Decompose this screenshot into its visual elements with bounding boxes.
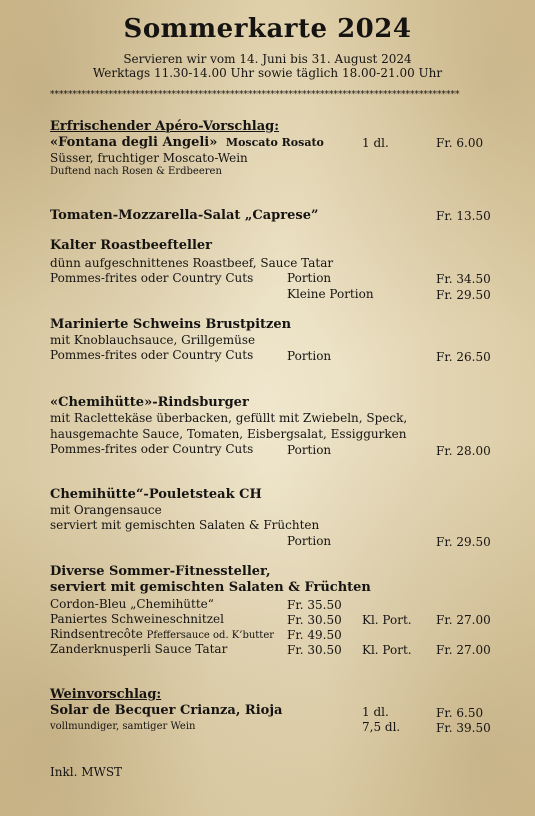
roastbeef-small-portion: Kleine Portion [287, 287, 374, 301]
apero-name [50, 135, 324, 150]
apero-price: Fr. 6.00 [436, 136, 484, 150]
poulet-desc-1: mit Orangensauce [50, 503, 162, 517]
apero-desc-1: Süsser, fruchtiger Moscato-Wein [50, 151, 248, 165]
menu-period: Servieren wir vom 14. Juni bis 31. August 2024 [123, 52, 412, 66]
fitness-item-price: Fr. 30.50 [287, 643, 342, 657]
fitness-item-small-price: Fr. 27.00 [436, 643, 491, 657]
fitness-item-name: Cordon-Bleu „Chemihütte“ [50, 597, 214, 611]
wine-name: Solar de Becquer Crianza, Rioja [50, 703, 283, 718]
fitness-item-name [50, 627, 274, 641]
star-divider: ******************************************************************************************* [50, 90, 460, 100]
wine-desc: vollmundiger, samtiger Wein [50, 721, 196, 732]
fitness-item-note: Pfeffersauce od. K’butter [146, 630, 275, 641]
burger-desc-1: mit Raclettekäse überbacken, gefüllt mit Zwiebeln, Speck, [50, 411, 408, 425]
apero-wine-detail: Moscato Rosato [225, 136, 324, 149]
wine-qty-1: 1 dl. [362, 705, 389, 719]
apero-heading: Erfrischender Apéro-Vorschlag: [50, 119, 280, 134]
fitness-item-name: Zanderknusperli Sauce Tatar [50, 642, 228, 656]
caprese-price: Fr. 13.50 [436, 209, 491, 223]
fitness-item-small-price: Fr. 27.00 [436, 613, 491, 627]
wine-price-1: Fr. 6.50 [436, 706, 484, 720]
burger-price: Fr. 28.00 [436, 444, 491, 458]
fitness-item-price: Fr. 35.50 [287, 598, 342, 612]
schwein-side: Pommes-frites oder Country Cuts [50, 348, 254, 362]
burger-name: «Chemihütte»-Rindsburger [50, 395, 249, 410]
poulet-name: Chemihütte“-Pouletsteak CH [50, 487, 262, 502]
roastbeef-desc: dünn aufgeschnittenes Roastbeef, Sauce Tatar [50, 256, 334, 270]
poulet-desc-2: serviert mit gemischten Salaten & Früchten [50, 518, 320, 532]
schwein-name: Marinierte Schweins Brustpitzen [50, 317, 292, 332]
wine-price-2: Fr. 39.50 [436, 721, 491, 735]
fitness-heading-1: Diverse Sommer-Fitnessteller, [50, 564, 271, 579]
menu-hours: Werktags 11.30-14.00 Uhr sowie täglich 18.00-21.00 Uhr [92, 66, 443, 80]
fitness-item-price: Fr. 30.50 [287, 613, 342, 627]
roastbeef-small-price: Fr. 29.50 [436, 288, 491, 302]
roastbeef-price: Fr. 34.50 [436, 272, 491, 286]
apero-desc-2: Duftend nach Rosen & Erdbeeren [50, 166, 222, 177]
poulet-price: Fr. 29.50 [436, 535, 491, 549]
fitness-heading-2: serviert mit gemischten Salaten & Früchten [50, 580, 371, 595]
apero-qty: 1 dl. [362, 136, 389, 150]
fitness-item-name: Paniertes Schweineschnitzel [50, 612, 224, 626]
fitness-item-title: Rindsentrecôte [50, 627, 143, 641]
fitness-item-small-label: Kl. Port. [362, 643, 412, 657]
schwein-desc: mit Knoblauchsauce, Grillgemüse [50, 333, 256, 347]
schwein-price: Fr. 26.50 [436, 350, 491, 364]
wine-heading: Weinvorschlag: [50, 687, 162, 702]
caprese-name: Tomaten-Mozzarella-Salat „Caprese” [50, 208, 319, 223]
vat-note: Inkl. MWST [50, 765, 123, 779]
fitness-item-small-label: Kl. Port. [362, 613, 412, 627]
roastbeef-name: Kalter Roastbeefteller [50, 238, 213, 253]
roastbeef-portion: Portion [287, 271, 332, 285]
wine-qty-2: 7,5 dl. [362, 720, 401, 734]
apero-wine-name: «Fontana degli Angeli» [50, 135, 218, 150]
poulet-portion: Portion [287, 534, 332, 548]
burger-desc-2: hausgemachte Sauce, Tomaten, Eisbergsalat, Essiggurken [50, 427, 407, 441]
menu-title: Sommerkarte 2024 [123, 14, 412, 44]
schwein-portion: Portion [287, 349, 332, 363]
fitness-item-price: Fr. 49.50 [287, 628, 342, 642]
burger-side: Pommes-frites oder Country Cuts [50, 442, 254, 456]
roastbeef-side: Pommes-frites oder Country Cuts [50, 271, 254, 285]
burger-portion: Portion [287, 443, 332, 457]
